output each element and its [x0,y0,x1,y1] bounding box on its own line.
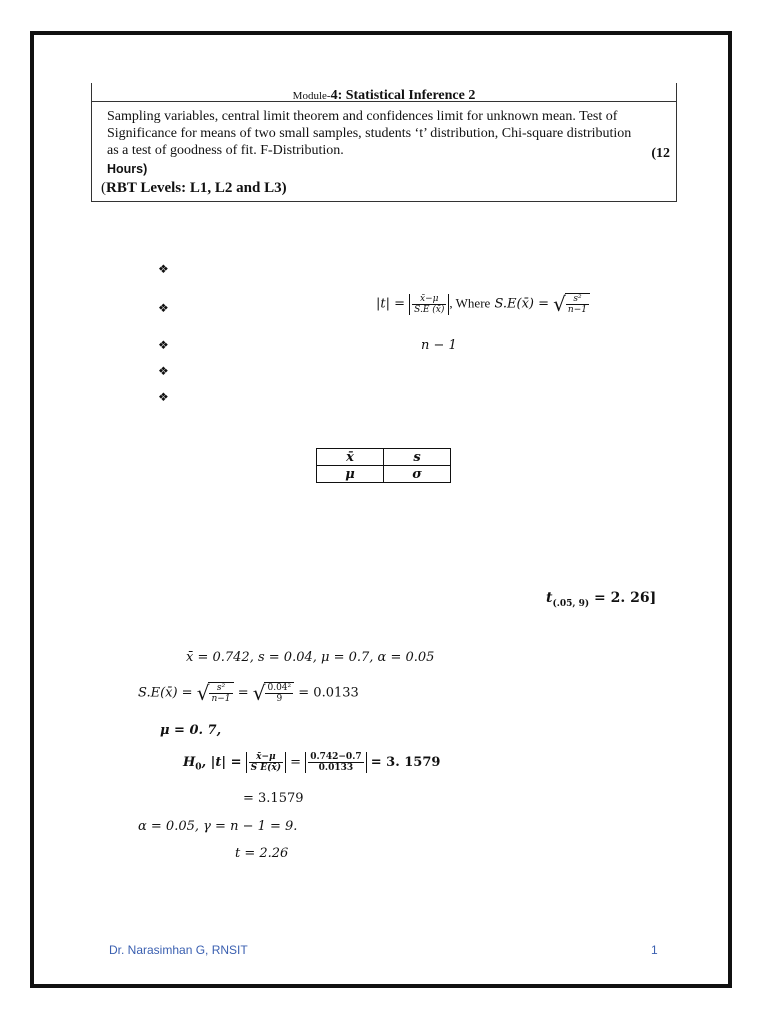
rbt-text: RBT Levels: L1, L2 and L3) [106,180,287,196]
t-tabulated-line: t = 2.26 [235,846,289,861]
symbol-table [316,448,451,483]
se-comp-result: = 0.0133 [298,685,359,701]
t-statistic-formula: |t| = $\frac{x̄-\mu}{S.E (x̄)}$ , Where S.E(x̄) = √ $\frac{\text{s²}}{n-1}$ [376,292,590,316]
module-title: 4: Statistical Inference 2 [330,88,476,103]
t-subscript: (.05, 9) [552,598,590,609]
bullet-icon: ❖ [158,364,169,378]
t-table-rest: = 2. 26] [589,590,657,606]
syllabus-line: Sampling variables, central limit theorem and confidences limit for unknown mean. Test of [107,109,618,124]
bullet-icon: ❖ [158,301,169,315]
t-symbol: t [546,590,553,606]
syllabus-line: as a test of goodness of fit. F-Distribution. [107,143,344,158]
bullet-icon: ❖ [158,390,169,404]
module-prefix: Module- [292,90,331,102]
t-comp-d1: S E(x̄) [250,763,282,773]
table-cell: s [384,449,451,466]
table-cell: σ [384,466,451,483]
t-computation: $H_0$, |t| = $\frac{x̄-\mu}{\text{S E(x̄)}}$ = $\frac{0.742-0.7}{0.0133}$ = 3. 1579 [183,752,441,773]
hours-label: Hours) [107,162,148,176]
where-text: , Where [449,295,491,311]
se-comp-lhs: S.E(x̄) = [138,685,193,701]
syllabus-bottom-rule [91,201,677,204]
page-number: 1 [651,943,658,957]
t-numerator: x̄−μ [420,293,439,304]
se-rad-num: s² [573,294,582,304]
rbt-levels [101,180,287,197]
footer-author: Dr. Narasimhan G, RNSIT [109,943,248,957]
h0-subscript: 0 [195,762,202,773]
alpha-dof-line: α = 0.05, γ = n − 1 = 9. [138,819,298,834]
syllabus-box [91,102,677,202]
given-values: x̄ = 0.742, s = 0.04, μ = 0.7, α = 0.05 [186,650,435,665]
t-table-value [546,590,656,609]
se-comp-d1: n−1 [211,694,231,704]
degrees-of-freedom: n − 1 [421,338,457,353]
se-comp-n1: s² [216,683,226,693]
t-denominator: S.E (x̄) [414,304,445,315]
syllabus-line: Significance for means of two small samples, students ‘t’ distribution, Chi-square distribution [107,126,632,141]
module-heading [91,83,677,102]
t-value-line: = 3.1579 [243,791,304,806]
t-comp-d2: 0.0133 [308,762,363,773]
bullet-icon: ❖ [158,262,169,276]
t-abs-lhs: |t| = [376,296,406,312]
t-comp-n1: x̄−μ [256,752,276,762]
mu-value: μ = 0. 7, [160,723,222,738]
se-lhs: S.E(x̄) = [494,296,550,312]
table-row [317,449,451,466]
t-comp-result: = 3. 1579 [370,755,441,770]
se-rad-den: n−1 [567,305,587,315]
table-row [317,466,451,483]
table-cell: x̄ [317,449,384,466]
rbt-paren: ( [101,180,106,196]
t-comp-n2: 0.742−0.7 [310,752,362,762]
se-comp-d2: 9 [265,693,293,704]
t-comp-lhs: , |t| = [201,755,242,770]
se-comp-n2: 0.04² [267,683,292,693]
bullet-icon: ❖ [158,338,169,352]
table-cell: μ [317,466,384,483]
se-computation: S.E(x̄) = √ $\frac{\text{s²}}{n-1}$ = √ $\frac{\text{0.04²}}{9}$ = 0.0133 [138,681,359,705]
h0-symbol: H [183,755,196,770]
hours-number: (12 [651,146,670,161]
